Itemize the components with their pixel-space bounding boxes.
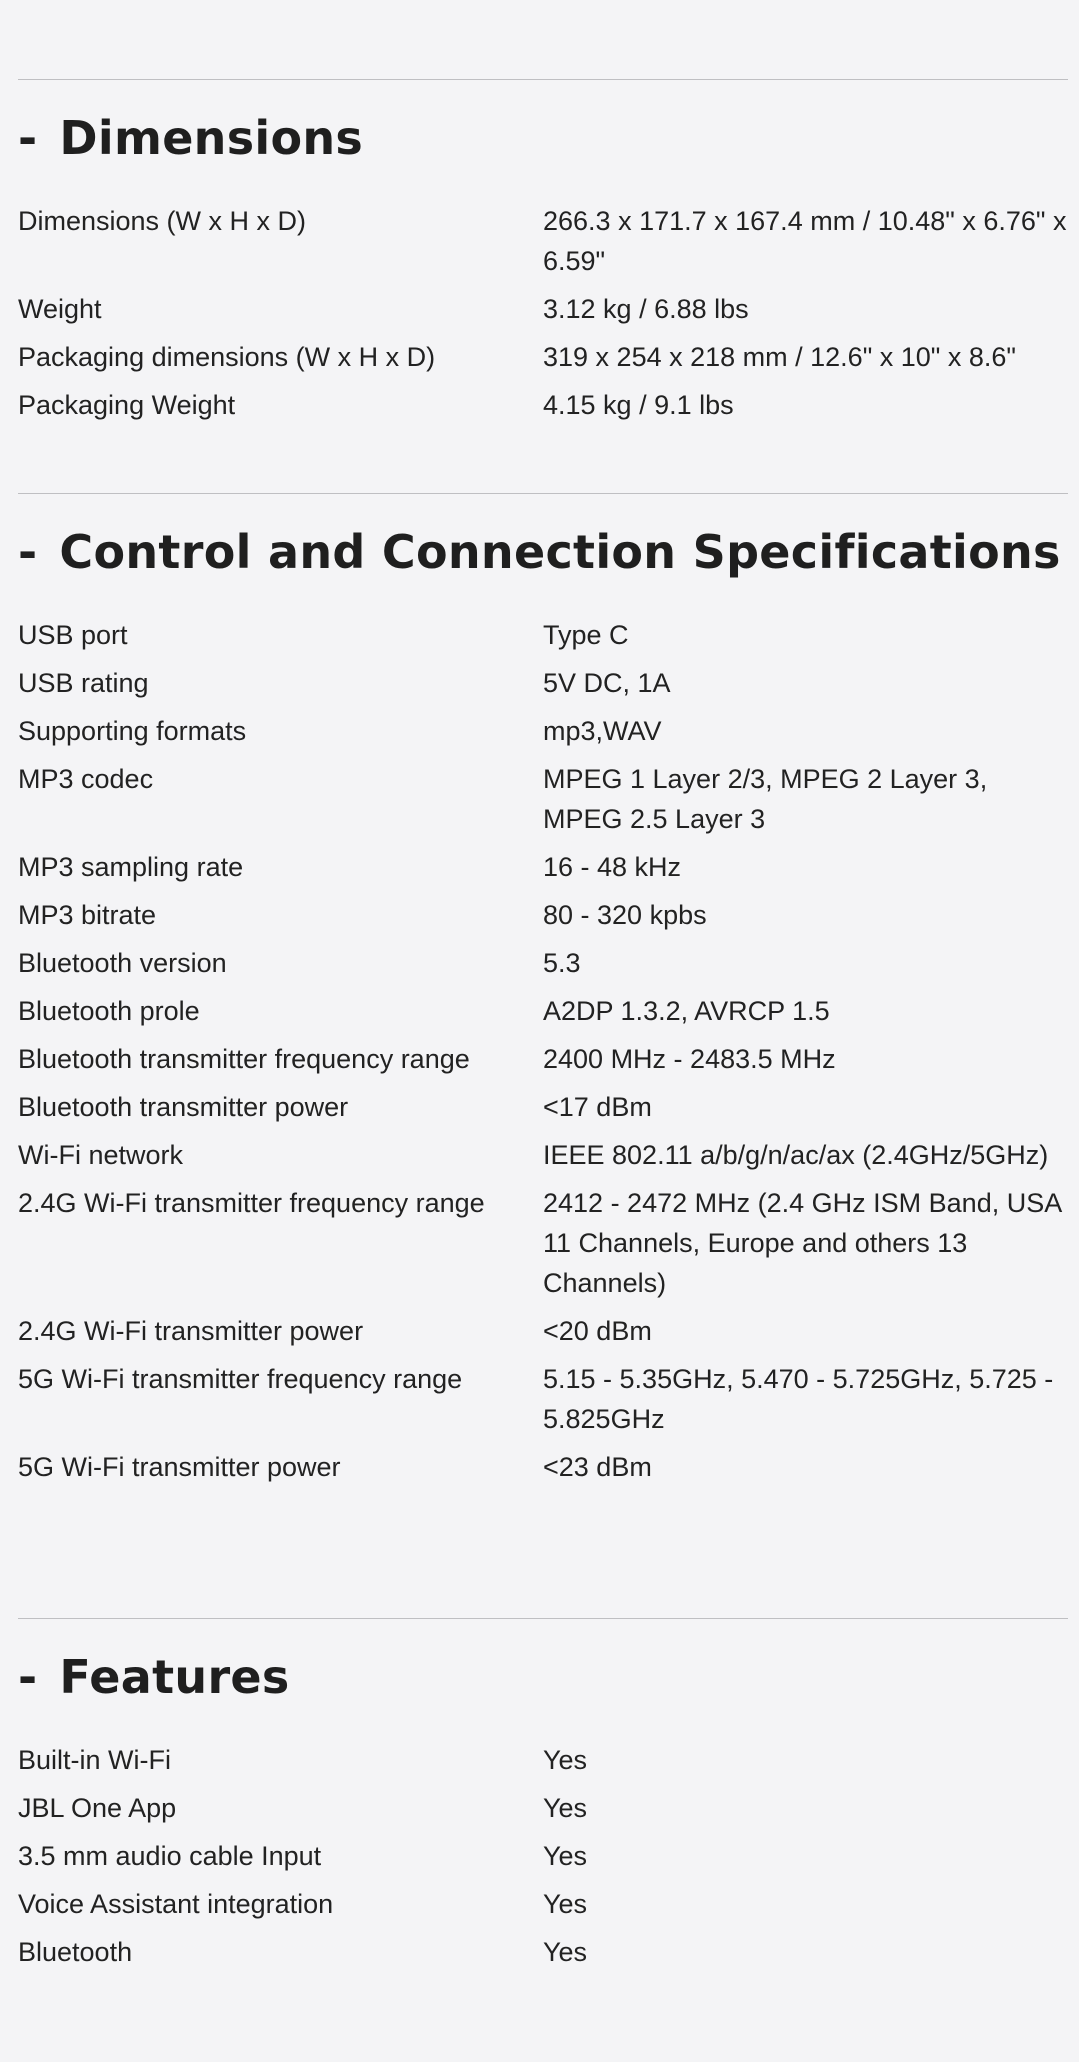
spec-label: USB rating <box>18 668 149 698</box>
spec-label: Built-in Wi-Fi <box>18 1745 171 1775</box>
spec-row <box>18 1788 1068 1828</box>
spec-label: Bluetooth transmitter power <box>18 1092 349 1122</box>
spec-row <box>18 1836 1068 1876</box>
spec-value: IEEE 802.11 a/b/g/n/ac/ax (2.4GHz/5GHz) <box>543 1140 1049 1170</box>
spec-label: Supporting formats <box>18 716 247 746</box>
spec-label: Voice Assistant integration <box>18 1889 334 1919</box>
spec-row <box>18 847 1068 887</box>
spec-value: 3.12 kg / 6.88 lbs <box>543 294 749 324</box>
spec-list <box>18 201 1068 433</box>
spec-label: MP3 sampling rate <box>18 852 244 882</box>
spec-value: 5.15 - 5.35GHz, 5.470 - 5.725GHz, 5.725 - 5.825GHz <box>543 1364 1054 1434</box>
spec-label: 5G Wi-Fi transmitter frequency range <box>18 1364 463 1394</box>
spec-row <box>18 1447 1068 1487</box>
spec-row <box>18 1087 1068 1127</box>
spec-label: Bluetooth version <box>18 948 227 978</box>
spec-label: Bluetooth <box>18 1937 133 1967</box>
spec-row <box>18 1183 1068 1303</box>
spec-row <box>18 1311 1068 1351</box>
spec-value: 2400 MHz - 2483.5 MHz <box>543 1044 836 1074</box>
spec-value: Type C <box>543 620 629 650</box>
spec-label: Packaging dimensions (W x H x D) <box>18 342 436 372</box>
spec-label: MP3 codec <box>18 764 154 794</box>
spec-row <box>18 1359 1068 1439</box>
spec-row <box>18 289 1068 329</box>
spec-value: mp3,WAV <box>543 716 662 746</box>
spec-list <box>18 615 1068 1495</box>
spec-label: 5G Wi-Fi transmitter power <box>18 1452 341 1482</box>
spec-label: 3.5 mm audio cable Input <box>18 1841 322 1871</box>
spec-value: <23 dBm <box>543 1452 652 1482</box>
spec-row <box>18 1884 1068 1924</box>
spec-row <box>18 1039 1068 1079</box>
spec-list <box>18 1740 1068 1980</box>
spec-value: 4.15 kg / 9.1 lbs <box>543 390 734 420</box>
spec-value: 5V DC, 1A <box>543 668 671 698</box>
section-title: Control and Connection Specifications <box>59 525 1061 579</box>
spec-label: USB port <box>18 620 128 650</box>
collapse-icon[interactable]: - <box>18 525 38 579</box>
spec-value: 266.3 x 171.7 x 167.4 mm / 10.48" x 6.76" x 6.59" <box>543 206 1067 276</box>
spec-value: <17 dBm <box>543 1092 652 1122</box>
section-title: Features <box>59 1650 290 1704</box>
spec-label: Bluetooth prole <box>18 996 200 1026</box>
spec-value: Yes <box>543 1937 588 1967</box>
spec-row <box>18 663 1068 703</box>
collapse-icon[interactable]: - <box>18 1650 38 1704</box>
spec-row <box>18 1932 1068 1972</box>
spec-row <box>18 991 1068 1031</box>
spec-label: Dimensions (W x H x D) <box>18 206 307 236</box>
spec-value: A2DP 1.3.2, AVRCP 1.5 <box>543 996 830 1026</box>
spec-value: Yes <box>543 1745 588 1775</box>
spec-label: Bluetooth transmitter frequency range <box>18 1044 470 1074</box>
spec-label: Weight <box>18 294 102 324</box>
spec-row <box>18 943 1068 983</box>
section-divider <box>18 1618 1068 1619</box>
section-header-features[interactable] <box>18 1650 290 1704</box>
section-header-control-connection[interactable] <box>18 525 1061 579</box>
spec-value: Yes <box>543 1793 588 1823</box>
spec-value: Yes <box>543 1841 588 1871</box>
section-header-dimensions[interactable] <box>18 111 363 165</box>
collapse-icon[interactable]: - <box>18 111 38 165</box>
spec-value: 2412 - 2472 MHz (2.4 GHz ISM Band, USA 11 Channels, Europe and others 13 Channels) <box>543 1188 1061 1298</box>
spec-row <box>18 615 1068 655</box>
spec-label: 2.4G Wi-Fi transmitter frequency range <box>18 1188 485 1218</box>
section-title: Dimensions <box>59 111 364 165</box>
section-divider <box>18 79 1068 80</box>
spec-row <box>18 1740 1068 1780</box>
spec-label: 2.4G Wi-Fi transmitter power <box>18 1316 364 1346</box>
spec-row <box>18 337 1068 377</box>
spec-value: <20 dBm <box>543 1316 652 1346</box>
spec-row <box>18 201 1068 281</box>
spec-row <box>18 1135 1068 1175</box>
spec-row <box>18 711 1068 751</box>
spec-value: 16 - 48 kHz <box>543 852 682 882</box>
spec-label: JBL One App <box>18 1793 177 1823</box>
spec-value: 80 - 320 kpbs <box>543 900 707 930</box>
section-divider <box>18 493 1068 494</box>
spec-label: MP3 bitrate <box>18 900 157 930</box>
spec-row <box>18 385 1068 425</box>
spec-row <box>18 895 1068 935</box>
spec-value: MPEG 1 Layer 2/3, MPEG 2 Layer 3, MPEG 2.5 Layer 3 <box>543 764 988 834</box>
spec-value: Yes <box>543 1889 588 1919</box>
spec-value: 319 x 254 x 218 mm / 12.6" x 10" x 8.6" <box>543 342 1017 372</box>
spec-label: Wi-Fi network <box>18 1140 184 1170</box>
spec-row <box>18 759 1068 839</box>
spec-value: 5.3 <box>543 948 581 978</box>
spec-label: Packaging Weight <box>18 390 236 420</box>
